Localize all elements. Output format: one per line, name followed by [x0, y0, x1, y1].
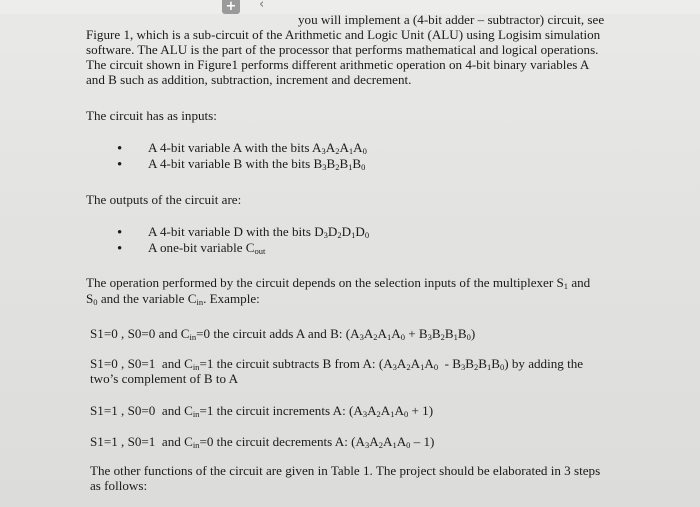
- intro-line-3: software. The ALU is the part of the processor that performs mathematical and logical operations.: [86, 42, 599, 57]
- back-button[interactable]: [259, 0, 264, 12]
- plus-icon: +: [225, 0, 237, 14]
- intro-line-5: and B such as addition, subtraction, increment and decrement.: [86, 72, 412, 87]
- operation-line-1: The operation performed by the circuit depends on the selection inputs of the multiplexer $S_1$ and: [86, 275, 591, 291]
- bullet-dot: •: [117, 157, 123, 173]
- output-d-item: A 4-bit variable D with the bits $D_3D_2D_1D_0$: [148, 224, 370, 240]
- case-subtract-line-2: two’s complement of B to A: [90, 371, 239, 386]
- closing-line-1: The other functions of the circuit are given in Table 1. The project should be elaborated in 3 steps: [90, 463, 601, 478]
- intro-line-1: you will implement a (4-bit adder – subtractor) circuit, see: [298, 12, 605, 27]
- intro-line-4: The circuit shown in Figure1 performs different arithmetic operation on 4-bit binary variables A: [86, 57, 590, 72]
- bullet-dot: •: [117, 141, 123, 157]
- inputs-heading: The circuit has as inputs:: [86, 108, 217, 123]
- output-cout-item: A one-bit variable $C_{out}$: [148, 240, 266, 256]
- case-decrement: S1=1 , S0=1 and $C_{in}=0$ the circuit decrements A: $(A_3A_2A_1A_0 - 1)$: [90, 434, 435, 450]
- chevron-left-icon: ‹: [259, 0, 265, 12]
- case-increment: S1=1 , S0=0 and $C_{in}=1$ the circuit increments A: $(A_3A_2A_1A_0 + 1)$: [90, 403, 434, 419]
- case-add: S1=0 , S0=0 and $C_{in}=0$ the circuit adds A and B: $(A_3A_2A_1A_0 + B_3B_2B_1B_0)$: [90, 326, 476, 342]
- bullet-dot: •: [117, 241, 123, 257]
- bullet-dot: •: [117, 225, 123, 241]
- case-subtract: S1=0 , S0=1 and $C_{in}=1$ the circuit subtracts B from A: $(A_3A_2A_1A_0 - B_3B_2B_1B_0)$ by adding the: [90, 356, 584, 372]
- input-b-item: A 4-bit variable B with the bits $B_3B_2B_1B_0$: [148, 156, 366, 172]
- closing-line-2: as follows:: [90, 478, 148, 493]
- outputs-heading: The outputs of the circuit are:: [86, 192, 242, 207]
- input-a-item: A 4-bit variable A with the bits $A_3A_2A_1A_0$: [148, 140, 367, 156]
- operation-line-2: $S_0$ and the variable $C_{in}$. Example:: [86, 291, 260, 307]
- intro-line-2: Figure 1, which is a sub-circuit of the Arithmetic and Logic Unit (ALU) using Logisim simulation: [86, 27, 601, 42]
- add-button[interactable]: [222, 0, 240, 14]
